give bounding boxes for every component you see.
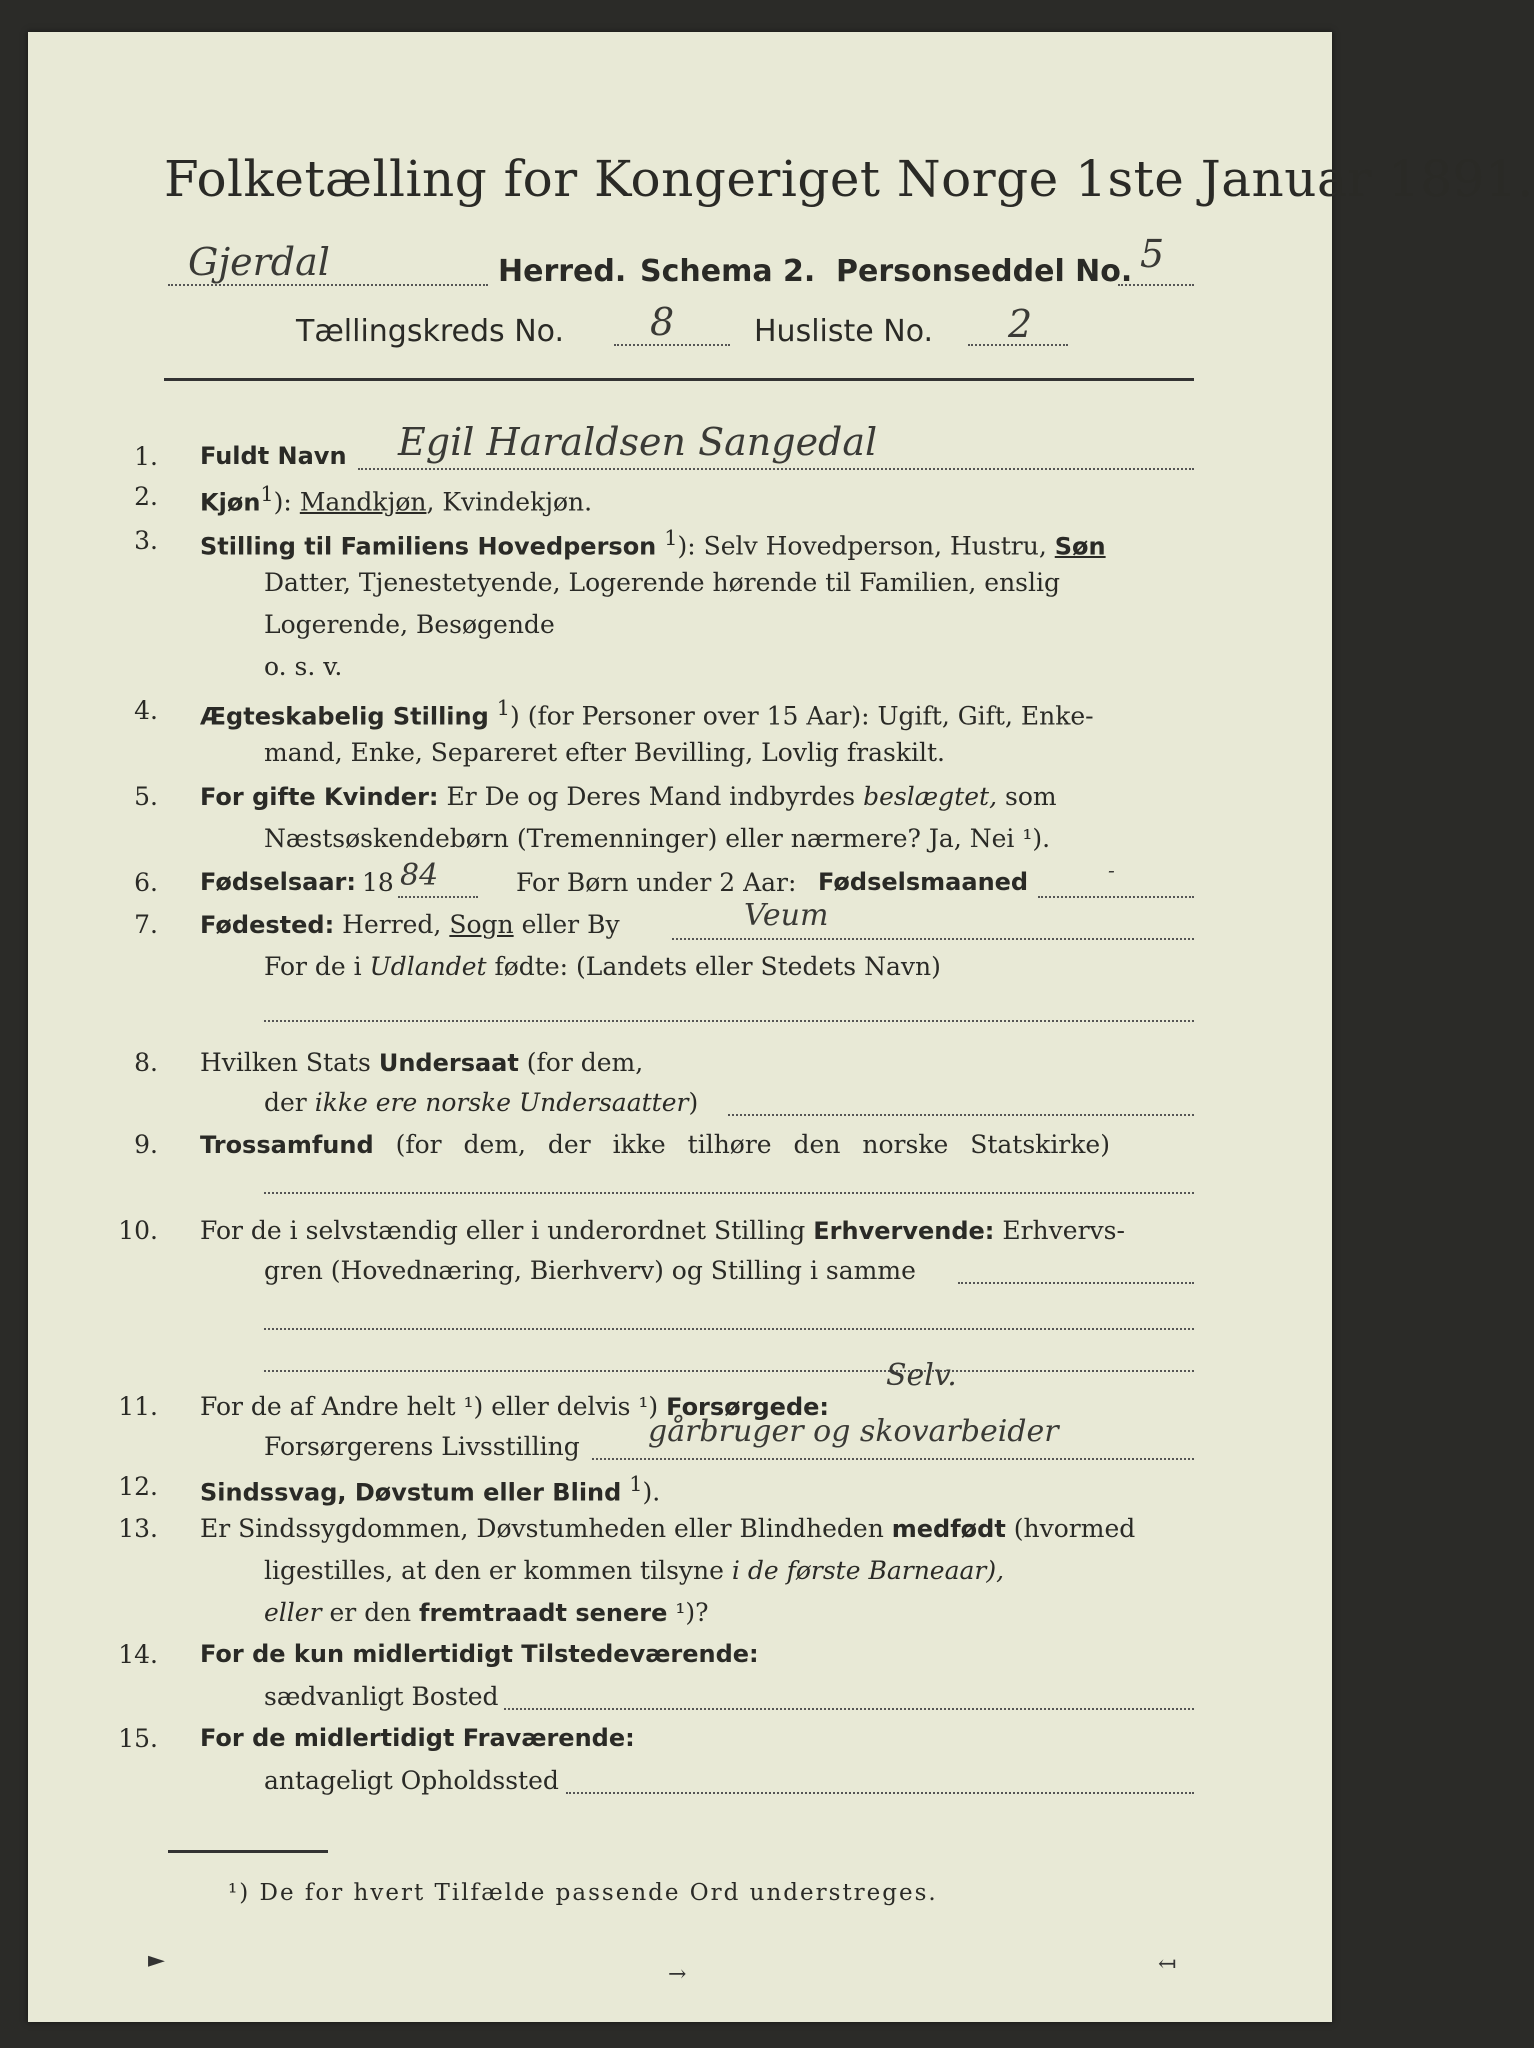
kreds-value: 8: [650, 300, 675, 344]
item-4-line1: Ægteskabelig Stilling $^1$) (for Personer over 15 Aar): Ugift, Gift, Enke-: [200, 696, 1094, 731]
item-9-blank-line: [264, 1192, 1194, 1194]
item-10-erhvervende: Erhvervende:: [813, 1217, 995, 1245]
item-7-l2a: For de i: [264, 952, 362, 981]
item-3-line1: Stilling til Familiens Hovedperson $^1$): Selv Hovedperson, Hustru, Søn: [200, 526, 1106, 561]
item-6-value: 84: [400, 858, 439, 893]
item-12-number: 12.: [118, 1472, 158, 1501]
item-15-line2: antageligt Opholdssted: [264, 1766, 559, 1795]
item-5-line2: Næstsøskendebørn (Tremenninger) eller nærmere? Ja, Nei ¹).: [264, 824, 1051, 853]
item-4-line2: mand, Enke, Separeret efter Bevilling, Lovlig fraskilt.: [264, 738, 945, 767]
item-7-line: [672, 938, 1194, 940]
item-10-line2: gren (Hovednæring, Bierhverv) og Stilling i samme: [264, 1256, 916, 1285]
item-8-l2a: der: [264, 1088, 307, 1117]
item-6-line2: [1038, 896, 1194, 898]
item-13-line3: [264, 1598, 709, 1627]
item-8-number: 8.: [134, 1048, 158, 1077]
item-12-label: Sindssvag, Døvstum eller Blind: [200, 1478, 622, 1507]
husliste-value: 2: [1008, 302, 1033, 346]
item-10-number: 10.: [118, 1216, 158, 1245]
footnote: ¹) De for hvert Tilfælde passende Ord understreges.: [228, 1880, 938, 1906]
item-1-value: Egil Haraldsen Sangedal: [398, 420, 878, 464]
item-4-label: Ægteskabelig Stilling: [200, 702, 489, 731]
item-8-line: [728, 1114, 1194, 1116]
item-2-colon: ):: [273, 487, 292, 517]
item-12-after: ).: [642, 1477, 661, 1507]
item-15-label: For de midlertidigt Fraværende:: [200, 1724, 635, 1752]
item-2-sup: 1: [260, 482, 274, 506]
kreds-line: [614, 344, 730, 346]
item-13-l2a: ligestilles, at den er kommen tilsyne: [264, 1556, 724, 1585]
personseddel-label: Personseddel No.: [836, 254, 1133, 289]
item-6-label2: Fødselsmaaned: [818, 868, 1029, 896]
item-13-number: 13.: [118, 1514, 158, 1543]
item-9-after: (for dem, der ikke tilhøre den norske Statskirke): [395, 1130, 1110, 1159]
item-7-line1: [200, 910, 620, 939]
item-3-line2: Datter, Tjenestetyende, Logerende hørende til Familien, enslig: [264, 568, 1061, 597]
item-8-l2b: ): [688, 1088, 699, 1117]
item-9-number: 9.: [134, 1130, 158, 1159]
item-10-l1c: Erhvervs-: [1002, 1216, 1125, 1245]
item-8-undersaat: Undersaat: [378, 1049, 519, 1077]
item-5-label: For gifte Kvinder:: [200, 783, 439, 811]
herred-value: Gjerdal: [188, 240, 330, 284]
item-13-l1c: (hvormed: [1013, 1514, 1136, 1543]
header-rule: [164, 378, 1194, 381]
item-10-blank-line1: [264, 1328, 1194, 1330]
item-5-after: Er De og Deres Mand indbyrdes: [446, 782, 856, 811]
kreds-label: Tællingskreds No.: [296, 314, 564, 349]
item-14-line2: sædvanligt Bosted: [264, 1682, 499, 1711]
item-11-value2: gårbruger og skovarbeider: [648, 1414, 1059, 1449]
item-8-line2: [264, 1088, 698, 1117]
item-3-number: 3.: [134, 526, 158, 555]
item-5-end: som: [1004, 782, 1057, 811]
item-7-number: 7.: [134, 910, 158, 939]
item-3-line3: Logerende, Besøgende: [264, 610, 555, 639]
item-8-a: Hvilken Stats: [200, 1048, 371, 1077]
herred-label: Herred.: [498, 254, 627, 289]
item-2-number: 2.: [134, 482, 158, 511]
item-3-line4: o. s. v.: [264, 652, 343, 681]
item-6-value2: -: [1108, 858, 1115, 882]
item-1-label: Fuldt Navn: [200, 442, 347, 470]
item-15-line: [566, 1792, 1194, 1794]
item-10-line: [958, 1282, 1194, 1284]
item-14-line: [504, 1708, 1194, 1710]
item-3-after: ): Selv Hovedperson, Hustru,: [677, 531, 1047, 561]
item-7-blank-line: [264, 1020, 1194, 1022]
margin-arrow-icon: ►: [148, 1948, 165, 1973]
item-7-after2: eller By: [521, 910, 620, 939]
item-13-medfodt: medfødt: [891, 1515, 1006, 1543]
item-11-number: 11.: [118, 1392, 158, 1421]
item-10-line1: [200, 1216, 1125, 1245]
item-5-number: 5.: [134, 782, 158, 811]
item-10-blank-line2: [264, 1370, 1194, 1372]
item-4-after: ) (for Personer over 15 Aar): Ugift, Gift, Enke-: [510, 701, 1094, 731]
item-6-line: [398, 896, 478, 898]
margin-tick-icon: →: [668, 1962, 687, 1987]
item-8-line1: [200, 1048, 643, 1077]
footnote-rule: [168, 1850, 328, 1853]
item-13-eller: eller: [264, 1598, 322, 1627]
item-1-number: 1.: [134, 442, 158, 471]
item-11-value1: Selv.: [886, 1358, 957, 1393]
personseddel-value: 5: [1140, 232, 1165, 276]
item-2-option-mandkjon: Mandkjøn: [299, 487, 427, 517]
item-6-mid: For Børn under 2 Aar:: [516, 868, 797, 897]
item-13-line1: [200, 1514, 1135, 1543]
form-title: Folketælling for Kongeriget Norge 1ste Januar 1891.: [164, 150, 1534, 208]
item-5-italic: beslægtet,: [863, 782, 998, 811]
item-11-l1a: For de af Andre helt ¹) eller delvis ¹): [200, 1392, 659, 1421]
item-15-number: 15.: [118, 1724, 158, 1753]
item-6-prefix: 18: [362, 868, 394, 897]
item-13-line2: [264, 1556, 1004, 1585]
item-11-line: [592, 1458, 1194, 1460]
item-6-number: 6.: [134, 868, 158, 897]
item-5-line1: [200, 782, 1057, 811]
item-8-l2i: ikke ere norske Undersaatter: [314, 1088, 689, 1117]
item-13-l1a: Er Sindssygdommen, Døvstumheden eller Blindheden: [200, 1514, 884, 1543]
item-13-l3a: er den: [329, 1598, 412, 1627]
item-12-line1: Sindssvag, Døvstum eller Blind $^1$).: [200, 1472, 661, 1507]
item-13-senere: fremtraadt senere: [419, 1599, 668, 1627]
item-8-c: (for dem,: [526, 1048, 644, 1077]
item-3-son: Søn: [1054, 532, 1106, 561]
item-7-sogn: Sogn: [449, 910, 514, 939]
item-2-text: [200, 482, 592, 516]
item-9-line1: [200, 1130, 1110, 1159]
personseddel-line: [1118, 284, 1194, 286]
item-11-line2: Forsørgerens Livsstilling: [264, 1432, 580, 1461]
item-6-label: Fødselsaar:: [200, 868, 356, 896]
item-14-number: 14.: [118, 1640, 158, 1669]
item-7-udlandet: Udlandet: [369, 952, 487, 981]
item-9-label: Trossamfund: [200, 1131, 374, 1159]
item-2-rest: , Kvindekjøn.: [426, 487, 593, 517]
schema-label: Schema 2.: [640, 254, 816, 289]
husliste-label: Husliste No.: [754, 314, 934, 349]
item-13-l2i: i de første Barneaar),: [731, 1556, 1005, 1585]
item-4-number: 4.: [134, 696, 158, 725]
item-7-l2b: fødte: (Landets eller Stedets Navn): [494, 952, 941, 981]
item-7-after: Herred,: [342, 910, 442, 939]
item-13-l3c: ¹)?: [675, 1598, 709, 1627]
item-2-label: Kjøn: [200, 488, 261, 517]
husliste-line: [968, 344, 1068, 346]
item-3-label: Stilling til Familiens Hovedperson: [200, 532, 657, 561]
item-10-l1a: For de i selvstændig eller i underordnet Stilling: [200, 1216, 806, 1245]
item-7-value: Veum: [744, 898, 829, 933]
item-14-label: For de kun midlertidigt Tilstedeværende:: [200, 1640, 759, 1668]
margin-tick-icon-right: ↤: [1158, 1952, 1177, 1977]
item-7-line2: [264, 952, 941, 981]
item-7-label: Fødested:: [200, 911, 335, 939]
item-1-line: [358, 468, 1194, 470]
herred-line: [168, 284, 488, 286]
census-form-page: [28, 32, 1534, 2022]
item-11-forsorgede: Forsørgede:: [666, 1393, 830, 1421]
